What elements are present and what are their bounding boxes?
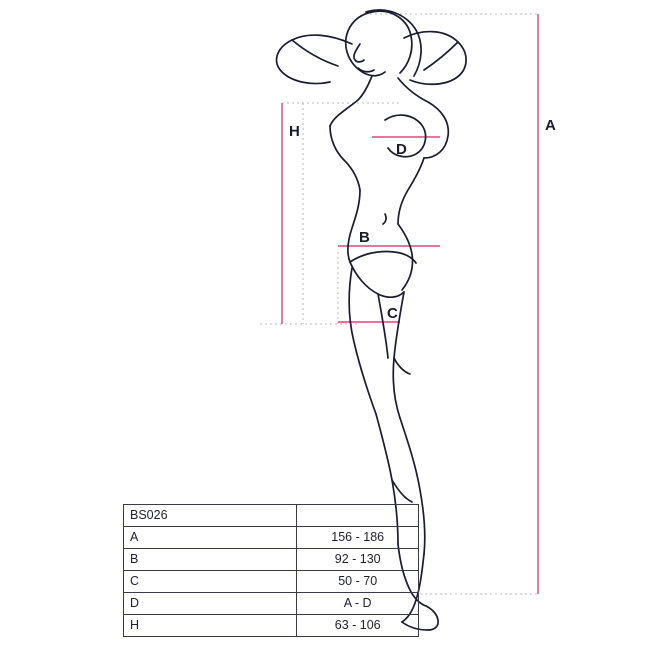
table-row — [124, 593, 419, 615]
measurement-label-b: B — [359, 229, 371, 246]
measurement-key-b: B — [124, 549, 297, 571]
measurement-value-c: 50 - 70 — [297, 571, 419, 593]
measurement-value-b: 92 - 130 — [297, 549, 419, 571]
measurement-value-d: A - D — [297, 593, 419, 615]
table-row — [124, 527, 419, 549]
size-table — [123, 504, 419, 637]
measurement-value-h: 63 - 106 — [297, 615, 419, 637]
table-row-code — [124, 505, 419, 527]
table-row — [124, 571, 419, 593]
measurement-label-a: A — [545, 117, 557, 134]
table-row — [124, 549, 419, 571]
measurement-key-a: A — [124, 527, 297, 549]
measurement-key-c: C — [124, 571, 297, 593]
code-value-cell — [297, 505, 419, 527]
measurement-label-h: H — [289, 123, 301, 140]
measurement-key-h: H — [124, 615, 297, 637]
measurement-key-d: D — [124, 593, 297, 615]
measurement-value-a: 156 - 186 — [297, 527, 419, 549]
table-row — [124, 615, 419, 637]
product-code-cell: BS026 — [124, 505, 297, 527]
measurement-label-c: C — [387, 305, 399, 322]
measurement-label-d: D — [396, 141, 408, 158]
